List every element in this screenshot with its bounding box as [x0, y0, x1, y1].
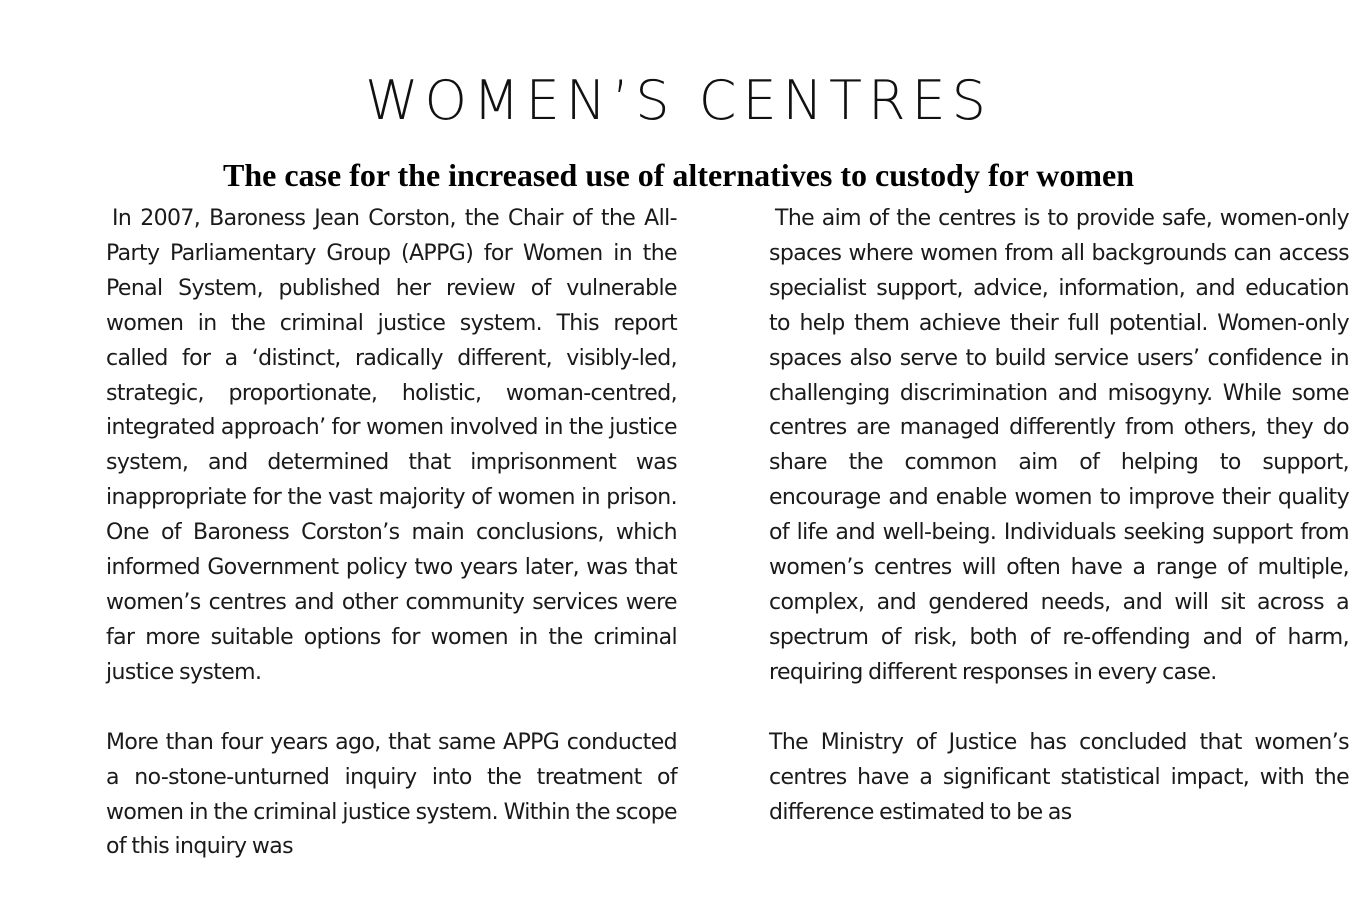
right-paragraph-1: The aim of the centres is to provide safe, women-only spaces where women from all backgrounds can access specialist support, advice, information, and education to help them achieve their full potential. Women-only spaces also serve to build service users’ confidence in challenging discrimination and misogyny. While some centres are managed differently from others, they do share the common aim of helping to support, encourage and enable women to improve their quality of life and well-being. Individuals seeking support from women’s centres will often have a range of multiple, complex, and gendered needs, and will sit across a spectrum of risk, both of re-offending and of harm, requiring different responses in every case.: [769, 206, 1349, 685]
left-paragraph-2: More than four years ago, that same APPG conducted a no-stone-unturned inquiry into the treatment of women in the criminal justice system. Within the scope of this inquiry was: [106, 729, 677, 860]
left-paragraph-1: In 2007, Baroness Jean Corston, the Chair of the All-Party Parliamentary Group (APPG) for Women in the Penal System, published her review of vulnerable women in the criminal justice system. This report called for a ‘distinct, radically different, visibly-led, strategic, proportionate, holistic, woman-centred, integrated approach’ for women involved in the justice system, and determined that imprisonment was inappropriate for the vast majority of women in prison. One of Baroness Corston’s main conclusions, which informed Government policy two years later, was that women’s centres and other community services were far more suitable options for women in the criminal justice system.: [106, 206, 677, 685]
right-column: [769, 202, 1349, 865]
right-paragraph-2: The Ministry of Justice has concluded that women’s centres have a significant statistical impact, with the difference estimated to be as: [769, 729, 1349, 825]
page-subtitle: The case for the increased use of alternatives to custody for women: [223, 156, 1134, 193]
left-column: [106, 202, 677, 900]
page-title: WOMEN’S CENTRES: [365, 69, 992, 133]
